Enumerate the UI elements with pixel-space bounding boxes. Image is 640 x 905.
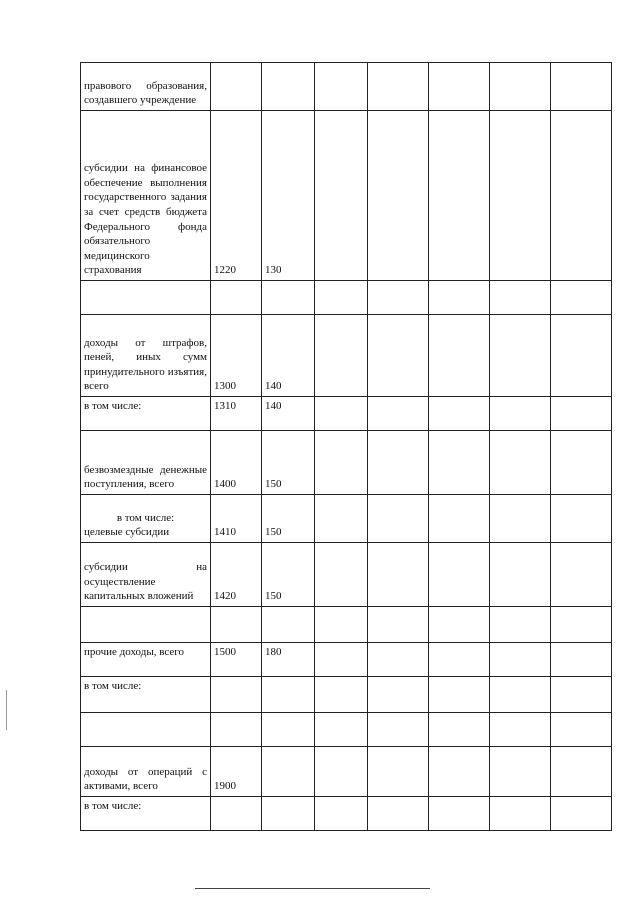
empty-value-cell <box>429 63 490 111</box>
row-kosgu-cell <box>262 63 315 111</box>
row-label: субсидии на осуществление капитальных вложений <box>84 561 207 603</box>
empty-value-cell <box>315 543 368 607</box>
empty-value-cell <box>368 797 429 831</box>
row-label-indent: в том числе: <box>116 511 175 524</box>
row-label-cell <box>81 495 211 543</box>
empty-value-cell <box>315 63 368 111</box>
empty-value-cell <box>551 713 612 747</box>
row-label-cell <box>81 607 211 643</box>
empty-value-cell <box>551 111 612 281</box>
table-row <box>81 607 612 643</box>
row-label: безвозмездные денежные поступления, всего <box>84 463 207 491</box>
row-label-cell <box>81 747 211 797</box>
empty-value-cell <box>490 713 551 747</box>
empty-value-cell <box>429 643 490 677</box>
empty-value-cell <box>490 677 551 713</box>
empty-value-cell <box>551 797 612 831</box>
row-label-cell <box>81 315 211 397</box>
empty-value-cell <box>551 747 612 797</box>
empty-value-cell <box>315 281 368 315</box>
empty-value-cell <box>490 747 551 797</box>
row-code-cell: 1900 <box>211 747 262 797</box>
table-row <box>81 63 612 111</box>
empty-value-cell <box>368 747 429 797</box>
row-code-cell: 1220 <box>211 111 262 281</box>
financial-plan-table <box>80 62 612 831</box>
empty-value-cell <box>490 543 551 607</box>
table-row <box>81 315 612 397</box>
empty-value-cell <box>490 63 551 111</box>
table-row <box>81 495 612 543</box>
table-row <box>81 747 612 797</box>
empty-value-cell <box>368 495 429 543</box>
table-row <box>81 677 612 713</box>
empty-value-cell <box>551 607 612 643</box>
empty-value-cell <box>368 315 429 397</box>
row-label: доходы от штрафов, пеней, иных сумм принудительного изъятия, всего <box>84 336 207 393</box>
empty-value-cell <box>490 797 551 831</box>
empty-value-cell <box>551 431 612 495</box>
row-kosgu-cell <box>262 797 315 831</box>
row-label-cell <box>81 431 211 495</box>
row-label-cell <box>81 63 211 111</box>
row-label: в том числе: <box>84 680 142 692</box>
empty-value-cell <box>551 643 612 677</box>
table-row <box>81 543 612 607</box>
row-label: целевые субсидии <box>84 526 170 539</box>
row-code-cell: 1420 <box>211 543 262 607</box>
row-code-cell <box>211 677 262 713</box>
row-code-cell <box>211 713 262 747</box>
empty-value-cell <box>490 111 551 281</box>
row-label-cell <box>81 797 211 831</box>
empty-value-cell <box>429 607 490 643</box>
empty-value-cell <box>429 797 490 831</box>
empty-value-cell <box>368 281 429 315</box>
empty-value-cell <box>368 63 429 111</box>
row-code-cell: 1410 <box>211 495 262 543</box>
row-label: прочие доходы, всего <box>84 646 184 658</box>
empty-value-cell <box>429 677 490 713</box>
empty-value-cell <box>315 747 368 797</box>
empty-value-cell <box>490 315 551 397</box>
row-kosgu-cell: 130 <box>262 111 315 281</box>
row-code-cell: 1500 <box>211 643 262 677</box>
table-row <box>81 713 612 747</box>
empty-value-cell <box>551 543 612 607</box>
table-row <box>81 397 612 431</box>
row-code-cell <box>211 607 262 643</box>
empty-value-cell <box>551 677 612 713</box>
row-code-cell <box>211 281 262 315</box>
row-kosgu-cell <box>262 607 315 643</box>
empty-value-cell <box>490 495 551 543</box>
row-kosgu-cell: 140 <box>262 397 315 431</box>
empty-value-cell <box>315 713 368 747</box>
empty-value-cell <box>368 431 429 495</box>
row-kosgu-cell: 180 <box>262 643 315 677</box>
empty-value-cell <box>429 543 490 607</box>
row-kosgu-cell: 150 <box>262 543 315 607</box>
empty-value-cell <box>429 397 490 431</box>
empty-value-cell <box>315 111 368 281</box>
table-row <box>81 643 612 677</box>
row-label: доходы от операций с активами, всего <box>84 765 207 793</box>
empty-value-cell <box>429 281 490 315</box>
row-kosgu-cell: 150 <box>262 495 315 543</box>
row-label-cell <box>81 111 211 281</box>
row-label: в том числе: <box>84 800 142 812</box>
empty-value-cell <box>551 63 612 111</box>
empty-value-cell <box>429 495 490 543</box>
left-scan-mark <box>6 690 7 730</box>
row-label-cell <box>81 713 211 747</box>
row-code-cell: 1400 <box>211 431 262 495</box>
empty-value-cell <box>429 315 490 397</box>
empty-value-cell <box>551 495 612 543</box>
table-row <box>81 797 612 831</box>
row-label: субсидии на финансовое обеспечение выполнения государственного задания за счет средств бюджета Федерального фонда обязательного медицинского страхования <box>84 162 207 277</box>
empty-value-cell <box>315 677 368 713</box>
row-label-cell <box>81 281 211 315</box>
empty-value-cell <box>368 543 429 607</box>
empty-value-cell <box>490 431 551 495</box>
row-kosgu-cell: 140 <box>262 315 315 397</box>
empty-value-cell <box>315 797 368 831</box>
row-kosgu-cell: 150 <box>262 431 315 495</box>
row-label-cell <box>81 397 211 431</box>
empty-value-cell <box>490 607 551 643</box>
empty-value-cell <box>315 315 368 397</box>
row-kosgu-cell <box>262 281 315 315</box>
row-code-cell: 1300 <box>211 315 262 397</box>
empty-value-cell <box>490 643 551 677</box>
empty-value-cell <box>368 607 429 643</box>
row-label: правового образования, создавшего учреждение <box>84 79 207 107</box>
table-row <box>81 111 612 281</box>
table-row <box>81 281 612 315</box>
empty-value-cell <box>551 315 612 397</box>
empty-value-cell <box>368 397 429 431</box>
row-code-cell <box>211 63 262 111</box>
empty-value-cell <box>490 397 551 431</box>
empty-value-cell <box>368 643 429 677</box>
row-label: в том числе: <box>84 400 142 412</box>
empty-value-cell <box>551 281 612 315</box>
row-kosgu-cell <box>262 747 315 797</box>
empty-value-cell <box>315 495 368 543</box>
row-kosgu-cell <box>262 713 315 747</box>
empty-value-cell <box>315 397 368 431</box>
empty-value-cell <box>490 281 551 315</box>
empty-value-cell <box>315 643 368 677</box>
empty-value-cell <box>368 111 429 281</box>
empty-value-cell <box>429 431 490 495</box>
row-label-cell <box>81 643 211 677</box>
row-label-cell <box>81 543 211 607</box>
row-code-cell: 1310 <box>211 397 262 431</box>
empty-value-cell <box>368 677 429 713</box>
table-row <box>81 431 612 495</box>
row-kosgu-cell <box>262 677 315 713</box>
bottom-page-line <box>195 888 430 889</box>
empty-value-cell <box>429 111 490 281</box>
row-code-cell <box>211 797 262 831</box>
empty-value-cell <box>551 397 612 431</box>
row-label-cell <box>81 677 211 713</box>
empty-value-cell <box>429 713 490 747</box>
empty-value-cell <box>429 747 490 797</box>
empty-value-cell <box>315 607 368 643</box>
empty-value-cell <box>315 431 368 495</box>
empty-value-cell <box>368 713 429 747</box>
